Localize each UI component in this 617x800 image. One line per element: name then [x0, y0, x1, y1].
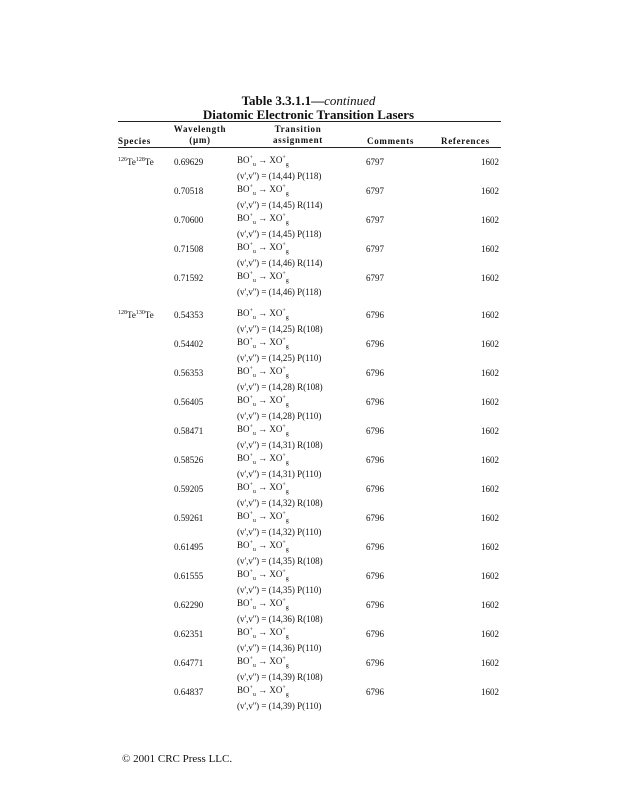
- vibrational-assignment-cell: (v',v'') = (14,39) R(108): [237, 672, 323, 682]
- transition-cell: $BO^+_u \to XO^+_g$: [237, 395, 289, 408]
- column-header-transition: Transition assignment: [272, 124, 323, 145]
- references-cell: 1602: [481, 513, 499, 523]
- comments-cell: 6796: [366, 687, 384, 697]
- table-row: [0, 627, 617, 655]
- transition-cell: $BO^+_u \to XO^+_g$: [237, 453, 289, 466]
- table-row: [0, 395, 617, 423]
- references-cell: 1602: [481, 629, 499, 639]
- vibrational-assignment-cell: (v',v'') = (14,35) P(110): [237, 585, 322, 595]
- references-cell: 1602: [481, 244, 499, 254]
- wavelength-cell: 0.54402: [174, 339, 204, 349]
- table-row: [0, 271, 617, 299]
- transition-cell: $BO^+_u \to XO^+_g$: [237, 569, 289, 582]
- references-cell: 1602: [481, 368, 499, 378]
- wavelength-cell: 0.61555: [174, 571, 204, 581]
- comments-cell: 6796: [366, 455, 384, 465]
- vibrational-assignment-cell: (v',v'') = (14,25) P(110): [237, 353, 322, 363]
- references-cell: 1602: [481, 426, 499, 436]
- references-cell: 1602: [481, 186, 499, 196]
- table-row: [0, 656, 617, 684]
- references-cell: 1602: [481, 339, 499, 349]
- wavelength-cell: 0.56353: [174, 368, 204, 378]
- table-row: [0, 482, 617, 510]
- transition-cell: $BO^+_u \to XO^+_g$: [237, 155, 289, 168]
- transition-cell: $BO^+_u \to XO^+_g$: [237, 213, 289, 226]
- vibrational-assignment-cell: (v',v'') = (14,32) R(108): [237, 498, 323, 508]
- header-top-rule: [118, 121, 501, 122]
- wavelength-cell: 0.62351: [174, 629, 204, 639]
- comments-cell: 6796: [366, 600, 384, 610]
- vibrational-assignment-cell: (v',v'') = (14,44) P(118): [237, 171, 322, 181]
- wavelength-cell: 0.71508: [174, 244, 204, 254]
- references-cell: 1602: [481, 397, 499, 407]
- transition-cell: $BO^+_u \to XO^+_g$: [237, 184, 289, 197]
- wavelength-cell: 0.59261: [174, 513, 204, 523]
- copyright-footer: © 2001 CRC Press LLC.: [122, 753, 233, 765]
- wavelength-cell: 0.71592: [174, 273, 204, 283]
- references-cell: 1602: [481, 484, 499, 494]
- vibrational-assignment-cell: (v',v'') = (14,36) P(110): [237, 643, 322, 653]
- transition-cell: $BO^+_u \to XO^+_g$: [237, 598, 289, 611]
- comments-cell: 6796: [366, 513, 384, 523]
- vibrational-assignment-cell: (v',v'') = (14,46) P(118): [237, 287, 322, 297]
- vibrational-assignment-cell: (v',v'') = (14,39) P(110): [237, 701, 322, 711]
- references-cell: 1602: [481, 687, 499, 697]
- wavelength-cell: 0.70600: [174, 215, 204, 225]
- references-cell: 1602: [481, 215, 499, 225]
- comments-cell: 6796: [366, 310, 384, 320]
- vibrational-assignment-cell: (v',v'') = (14,45) P(118): [237, 229, 322, 239]
- table-subtitle: Diatomic Electronic Transition Lasers: [202, 107, 415, 122]
- vibrational-assignment-cell: (v',v'') = (14,28) R(108): [237, 382, 323, 392]
- transition-cell: $BO^+_u \to XO^+_g$: [237, 366, 289, 379]
- table-row: [0, 242, 617, 270]
- species-cell: $^{126}$Te$^{128}$Te: [118, 157, 154, 167]
- vibrational-assignment-cell: (v',v'') = (14,31) P(110): [237, 469, 322, 479]
- references-cell: 1602: [481, 658, 499, 668]
- references-cell: 1602: [481, 542, 499, 552]
- species-cell: $^{128}$Te$^{130}$Te: [118, 310, 154, 320]
- table-row: [0, 685, 617, 713]
- table-row: [0, 453, 617, 481]
- transition-cell: $BO^+_u \to XO^+_g$: [237, 242, 289, 255]
- vibrational-assignment-cell: (v',v'') = (14,31) R(108): [237, 440, 323, 450]
- comments-cell: 6796: [366, 542, 384, 552]
- comments-cell: 6797: [366, 244, 384, 254]
- table-row: [0, 213, 617, 241]
- column-header-references: References: [441, 136, 490, 146]
- table-row: [0, 511, 617, 539]
- comments-cell: 6797: [366, 215, 384, 225]
- comments-cell: 6797: [366, 186, 384, 196]
- comments-cell: 6796: [366, 658, 384, 668]
- wavelength-cell: 0.64771: [174, 658, 204, 668]
- column-header-comments: Comments: [367, 136, 415, 146]
- comments-cell: 6796: [366, 629, 384, 639]
- table-row: [0, 540, 617, 568]
- transition-cell: $BO^+_u \to XO^+_g$: [237, 656, 289, 669]
- comments-cell: 6797: [366, 273, 384, 283]
- vibrational-assignment-cell: (v',v'') = (14,32) P(110): [237, 527, 322, 537]
- transition-cell: $BO^+_u \to XO^+_g$: [237, 627, 289, 640]
- column-header-species: Species: [118, 136, 151, 146]
- comments-cell: 6796: [366, 426, 384, 436]
- references-cell: 1602: [481, 273, 499, 283]
- vibrational-assignment-cell: (v',v'') = (14,36) R(108): [237, 614, 323, 624]
- wavelength-cell: 0.61495: [174, 542, 204, 552]
- vibrational-assignment-cell: (v',v'') = (14,35) R(108): [237, 556, 323, 566]
- vibrational-assignment-cell: (v',v'') = (14,25) R(108): [237, 324, 323, 334]
- wavelength-cell: 0.56405: [174, 397, 204, 407]
- references-cell: 1602: [481, 157, 499, 167]
- wavelength-cell: 0.70518: [174, 186, 204, 196]
- transition-cell: $BO^+_u \to XO^+_g$: [237, 511, 289, 524]
- references-cell: 1602: [481, 600, 499, 610]
- references-cell: 1602: [481, 310, 499, 320]
- wavelength-cell: 0.69629: [174, 157, 204, 167]
- transition-cell: $BO^+_u \to XO^+_g$: [237, 424, 289, 437]
- references-cell: 1602: [481, 571, 499, 581]
- wavelength-cell: 0.54353: [174, 310, 204, 320]
- transition-cell: $BO^+_u \to XO^+_g$: [237, 308, 289, 321]
- wavelength-cell: 0.58526: [174, 455, 204, 465]
- transition-cell: $BO^+_u \to XO^+_g$: [237, 337, 289, 350]
- wavelength-cell: 0.59205: [174, 484, 204, 494]
- comments-cell: 6796: [366, 339, 384, 349]
- table-row: [0, 155, 617, 183]
- table-row: [0, 424, 617, 452]
- wavelength-cell: 0.58471: [174, 426, 204, 436]
- transition-cell: $BO^+_u \to XO^+_g$: [237, 685, 289, 698]
- references-cell: 1602: [481, 455, 499, 465]
- comments-cell: 6796: [366, 484, 384, 494]
- wavelength-cell: 0.62290: [174, 600, 204, 610]
- comments-cell: 6796: [366, 368, 384, 378]
- table-row: [0, 598, 617, 626]
- table-title: Table 3.3.1.1—continued: [241, 93, 376, 108]
- comments-cell: 6796: [366, 571, 384, 581]
- transition-cell: $BO^+_u \to XO^+_g$: [237, 540, 289, 553]
- table-row: [0, 308, 617, 336]
- column-header-wavelength: Wavelength (µm): [173, 124, 227, 145]
- wavelength-cell: 0.64837: [174, 687, 204, 697]
- header-bottom-rule: [118, 147, 501, 148]
- vibrational-assignment-cell: (v',v'') = (14,28) P(110): [237, 411, 322, 421]
- table-row: [0, 569, 617, 597]
- vibrational-assignment-cell: (v',v'') = (14,46) R(114): [237, 258, 323, 268]
- table-row: [0, 337, 617, 365]
- transition-cell: $BO^+_u \to XO^+_g$: [237, 271, 289, 284]
- transition-cell: $BO^+_u \to XO^+_g$: [237, 482, 289, 495]
- comments-cell: 6796: [366, 397, 384, 407]
- table-row: [0, 366, 617, 394]
- comments-cell: 6797: [366, 157, 384, 167]
- vibrational-assignment-cell: (v',v'') = (14,45) R(114): [237, 200, 323, 210]
- table-row: [0, 184, 617, 212]
